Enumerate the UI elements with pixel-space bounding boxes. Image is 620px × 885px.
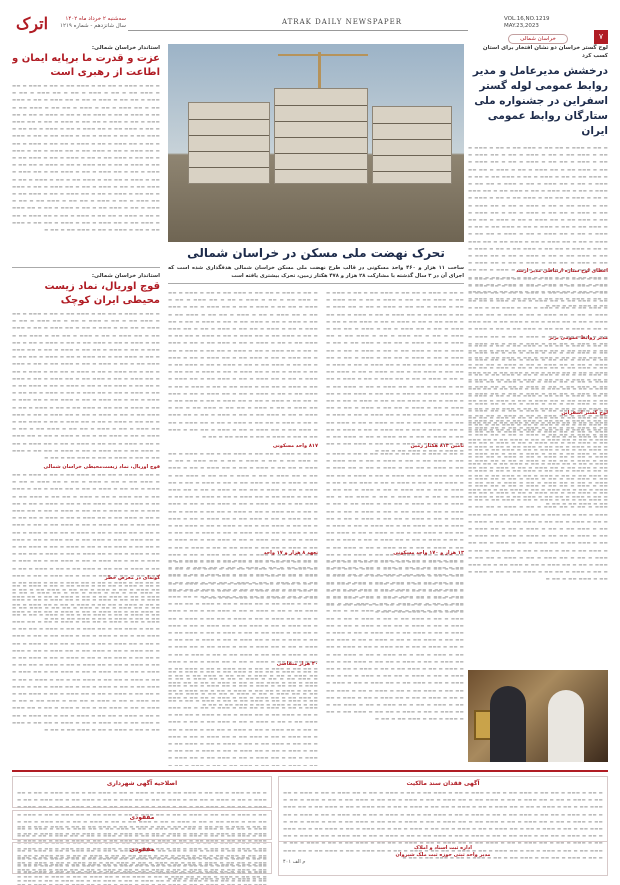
- left-column: [12, 44, 160, 764]
- left-kicker-2: استاندار خراسان شمالی:: [91, 273, 160, 279]
- right-body-1: [468, 145, 608, 265]
- left-body-3: [12, 472, 160, 572]
- right-sub-2: مدیر روابط عمومی برتر: [548, 335, 608, 341]
- award-photo: [468, 670, 608, 762]
- ad1-title: آگهی فقدان سند مالکیت: [406, 780, 480, 787]
- ad3-title: مفقودی: [129, 814, 155, 821]
- right-body-4: [468, 418, 608, 608]
- ad-lost-1: [12, 810, 272, 840]
- ad-lost-2: [12, 842, 272, 874]
- date-line: MAY.23,2023: [504, 23, 539, 29]
- person-left: [490, 686, 526, 762]
- page-number: ۷: [594, 30, 608, 44]
- ads-row: [12, 770, 608, 874]
- building-right: [372, 106, 452, 184]
- issue-date: سه‌شنبه ۲ خرداد ماه ۱۴۰۲: [65, 16, 126, 22]
- section-tag: خراسان شمالی: [508, 34, 568, 44]
- right-sub-1: اعطای لوح ستاره ارتباطی مدیر ارشد: [516, 268, 608, 274]
- left-headline-2: قوچ اوریال، نماد زیست محیطی ایران کوچک: [44, 281, 160, 306]
- main-sub-5: ۴۰ هزار متقاضی: [276, 661, 318, 667]
- left-headline-1: عزت و قدرت ما برپایه ایمان و اطاعت از رهبری است: [12, 53, 160, 78]
- masthead: [12, 12, 608, 42]
- right-kicker: لوح گستر خراسان دو نشان افتخار برای استان کسب کرد: [482, 45, 608, 59]
- main-body-4: [168, 290, 318, 440]
- paper-name: ATRAK DAILY NEWSPAPER: [281, 18, 403, 26]
- header-rule: [128, 30, 468, 31]
- main-headline: تحرک نهضت ملی مسکن در خراسان شمالی: [187, 246, 445, 260]
- ad1-code: م الف ۴۰۱: [283, 859, 306, 865]
- volume-info: [504, 16, 584, 30]
- main-column-left: [168, 290, 318, 766]
- main-column-right: [326, 290, 464, 766]
- left-kicker-1: استاندار خراسان شمالی:: [91, 45, 160, 51]
- left-sub-2: گونه‌ای در معرض خطر: [104, 575, 160, 581]
- left-sub-1: قوچ اوریال، نماد زیست‌محیطی خراسان شمالی: [43, 464, 160, 470]
- issue-number: سال شانزدهم - شماره ۱۲۱۹: [60, 23, 126, 29]
- main-body-3: [326, 558, 464, 738]
- main-body-7: [168, 669, 318, 739]
- logo: اترک: [15, 14, 49, 33]
- main-sub-2: ۱۳ هزار و ۱۷۰ واحد مسکونی: [393, 550, 464, 556]
- ad-deed-loss: [278, 776, 608, 876]
- main-sub-3: ۸۱۷ واحد مسکونی: [272, 443, 318, 449]
- right-headline: درخشش مدیرعامل و مدیر روابط عمومی لوله گستر اسفراین در جشنواره ملی ستارگان روابط عمومی ایران: [472, 65, 608, 137]
- ad2-body: [13, 790, 271, 806]
- ad1-body: [279, 790, 607, 838]
- ad1-footer-1: اداره ثبت اسناد و املاک: [414, 845, 472, 851]
- main-body-6: [168, 558, 318, 658]
- building-left: [188, 102, 270, 184]
- ad1-footer-2: مدیر واحد ثبتی حوزه ثبت ملک شیروان: [395, 852, 491, 858]
- issue-info: [56, 16, 126, 30]
- main-body-1: [326, 290, 464, 440]
- main-body-2: [326, 451, 464, 547]
- ad-correction: [12, 776, 272, 808]
- left-body-4: [12, 583, 160, 703]
- right-column: [468, 44, 608, 764]
- building-center: [274, 88, 368, 184]
- person-right: [548, 690, 584, 762]
- right-sub-3: لوح گستر اسفراین: [561, 410, 608, 416]
- main-lead: ساخت ۱۱ هزار و ۴۶۰ واحد مسکونی در قالب طرح نهضت ملی مسکن خراسان شمالی هدفگذاری شده است که اجرای آن در ۳ سال گذشته با مشارکت ۲۸ هزار و ۴۷۸ هکتار زمین، تحرک بیشتری یافته است: [168, 264, 464, 284]
- right-body-3: [468, 343, 608, 407]
- ad4-title: مفقودی: [129, 846, 155, 853]
- left-body-1: [12, 83, 160, 263]
- main-body-5: [168, 451, 318, 547]
- ad4-body: [13, 856, 271, 872]
- right-body-2: [468, 276, 608, 332]
- crane-arm: [278, 54, 368, 56]
- construction-photo: [168, 44, 464, 242]
- main-sub-4: تعهد ۸ هزار و ۱۷ واحد: [263, 550, 318, 556]
- left-story-2: [12, 272, 160, 703]
- left-body-2: [12, 311, 160, 461]
- main-sub-1: تامین ۸۱۳ هکتار زمین: [410, 443, 464, 449]
- ad2-title: اصلاحیه آگهی شهرداری: [106, 780, 178, 787]
- left-story-1: [12, 44, 160, 268]
- vol-line: VOL.16,NO.1219: [504, 16, 550, 22]
- ad3-body: [13, 824, 271, 838]
